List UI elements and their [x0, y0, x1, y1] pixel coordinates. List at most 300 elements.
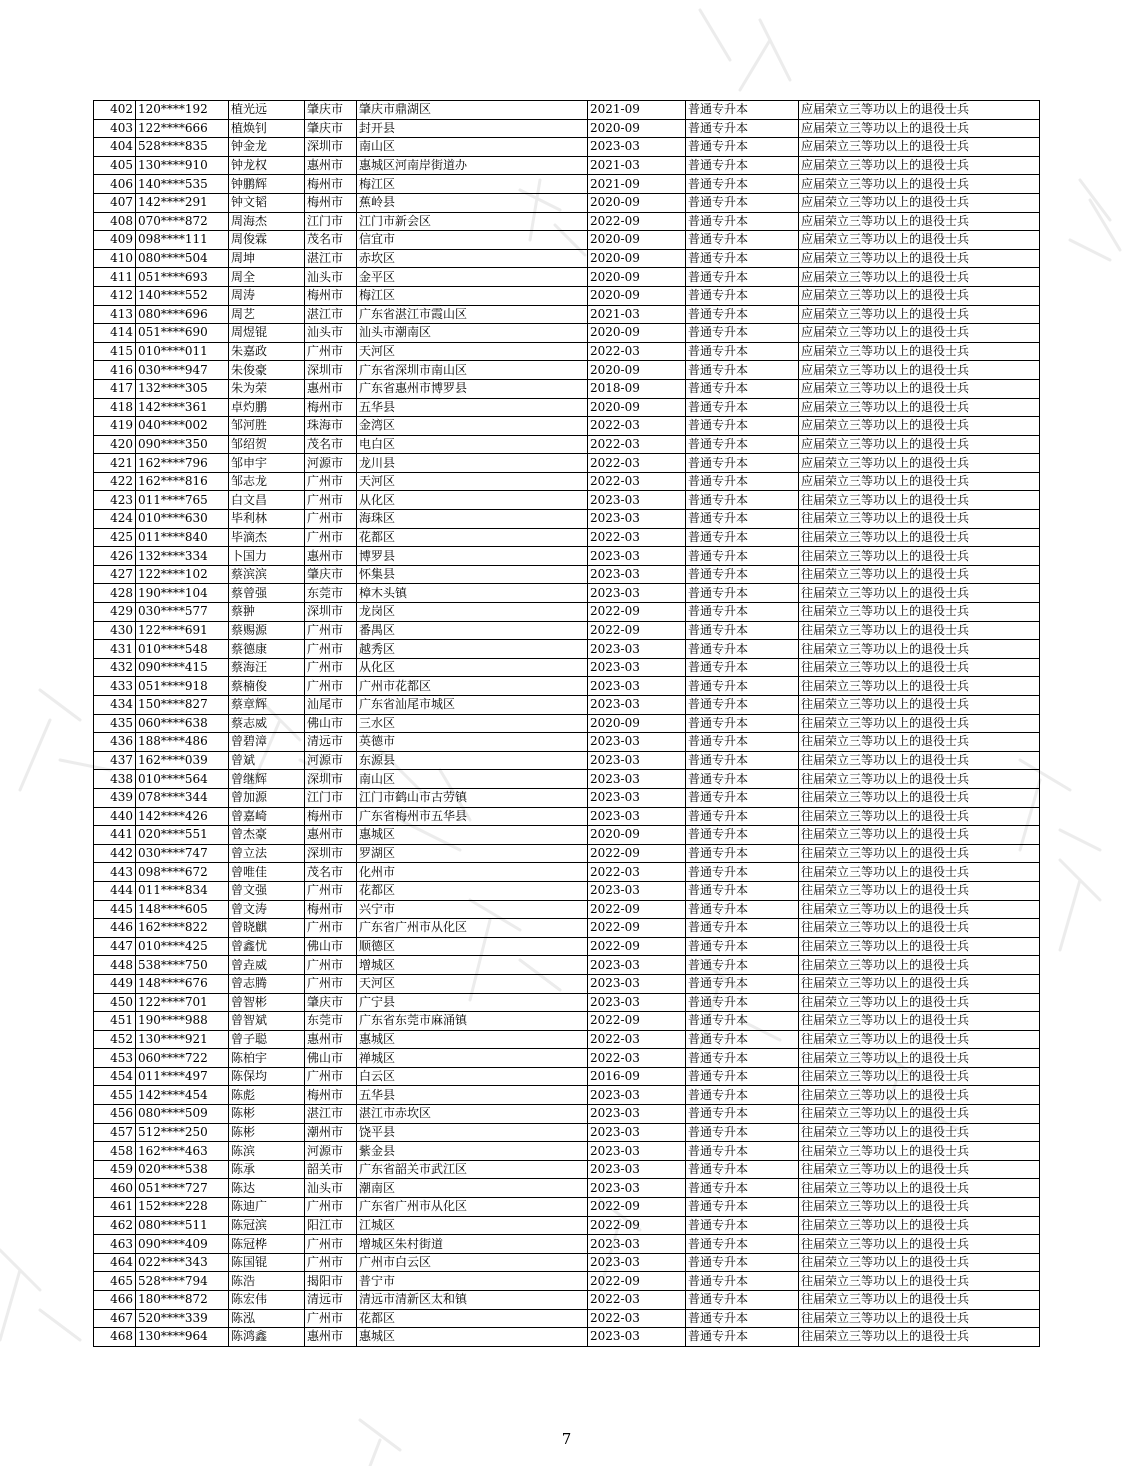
- row-number-cell: 405: [94, 156, 136, 175]
- date-cell: 2020-09: [588, 714, 686, 733]
- category-cell: 往届荣立三等功以上的退役士兵: [799, 510, 1040, 529]
- candidate-id-cell: 150****827: [136, 696, 229, 715]
- address-cell: 潮南区: [357, 1179, 588, 1198]
- candidate-id-cell: 090****350: [136, 435, 229, 454]
- date-cell: 2022-09: [588, 212, 686, 231]
- date-cell: 2021-09: [588, 175, 686, 194]
- exam-type-cell: 普通专升本: [686, 1012, 799, 1031]
- candidate-id-cell: 010****425: [136, 937, 229, 956]
- row-number-cell: 433: [94, 677, 136, 696]
- date-cell: 2021-09: [588, 101, 686, 120]
- candidate-id-cell: 040****002: [136, 417, 229, 436]
- table-row: [94, 156, 1040, 175]
- category-cell: 往届荣立三等功以上的退役士兵: [799, 993, 1040, 1012]
- category-cell: 往届荣立三等功以上的退役士兵: [799, 1030, 1040, 1049]
- candidate-id-cell: 162****796: [136, 454, 229, 473]
- address-cell: 东源县: [357, 751, 588, 770]
- table-row: [94, 1235, 1040, 1254]
- candidate-id-cell: 010****548: [136, 640, 229, 659]
- exam-type-cell: 普通专升本: [686, 101, 799, 120]
- candidate-id-cell: 528****794: [136, 1272, 229, 1291]
- exam-type-cell: 普通专升本: [686, 1309, 799, 1328]
- address-cell: 龙岗区: [357, 603, 588, 622]
- row-number-cell: 418: [94, 398, 136, 417]
- candidate-id-cell: 078****344: [136, 788, 229, 807]
- candidate-id-cell: 148****605: [136, 900, 229, 919]
- table-row: [94, 1309, 1040, 1328]
- candidate-id-cell: 090****415: [136, 658, 229, 677]
- city-cell: 湛江市: [305, 1105, 357, 1124]
- address-cell: 广宁县: [357, 993, 588, 1012]
- row-number-cell: 403: [94, 119, 136, 138]
- address-cell: 广东省东莞市麻涌镇: [357, 1012, 588, 1031]
- row-number-cell: 438: [94, 770, 136, 789]
- address-cell: 封开县: [357, 119, 588, 138]
- city-cell: 惠州市: [305, 826, 357, 845]
- city-cell: 深圳市: [305, 138, 357, 157]
- row-number-cell: 459: [94, 1160, 136, 1179]
- row-number-cell: 460: [94, 1179, 136, 1198]
- row-number-cell: 442: [94, 844, 136, 863]
- table-row: [94, 454, 1040, 473]
- city-cell: 广州市: [305, 1253, 357, 1272]
- city-cell: 惠州市: [305, 1030, 357, 1049]
- candidate-id-cell: 520****339: [136, 1309, 229, 1328]
- category-cell: 往届荣立三等功以上的退役士兵: [799, 677, 1040, 696]
- address-cell: 天河区: [357, 974, 588, 993]
- row-number-cell: 404: [94, 138, 136, 157]
- address-cell: 三水区: [357, 714, 588, 733]
- exam-type-cell: 普通专升本: [686, 1253, 799, 1272]
- name-cell: 钟龙权: [229, 156, 305, 175]
- admission-list-table: [93, 100, 1040, 1347]
- exam-type-cell: 普通专升本: [686, 1235, 799, 1254]
- city-cell: 珠海市: [305, 417, 357, 436]
- date-cell: 2023-03: [588, 733, 686, 752]
- exam-type-cell: 普通专升本: [686, 937, 799, 956]
- name-cell: 朱俊豪: [229, 361, 305, 380]
- candidate-id-cell: 090****409: [136, 1235, 229, 1254]
- name-cell: 陈彬: [229, 1123, 305, 1142]
- table-row: [94, 286, 1040, 305]
- date-cell: 2020-09: [588, 268, 686, 287]
- name-cell: 曾志腾: [229, 974, 305, 993]
- address-cell: 广东省韶关市武江区: [357, 1160, 588, 1179]
- date-cell: 2023-03: [588, 1328, 686, 1347]
- date-cell: 2022-09: [588, 937, 686, 956]
- date-cell: 2023-03: [588, 881, 686, 900]
- city-cell: 梅州市: [305, 807, 357, 826]
- table-row: [94, 863, 1040, 882]
- category-cell: 应届荣立三等功以上的退役士兵: [799, 212, 1040, 231]
- address-cell: 罗湖区: [357, 844, 588, 863]
- category-cell: 应届荣立三等功以上的退役士兵: [799, 286, 1040, 305]
- exam-type-cell: 普通专升本: [686, 603, 799, 622]
- table-row: [94, 101, 1040, 120]
- exam-type-cell: 普通专升本: [686, 1216, 799, 1235]
- name-cell: 陈承: [229, 1160, 305, 1179]
- city-cell: 广州市: [305, 472, 357, 491]
- table-row: [94, 1030, 1040, 1049]
- candidate-id-cell: 022****343: [136, 1253, 229, 1272]
- name-cell: 白文昌: [229, 491, 305, 510]
- table-row: [94, 435, 1040, 454]
- candidate-id-cell: 512****250: [136, 1123, 229, 1142]
- name-cell: 陈迪广: [229, 1198, 305, 1217]
- name-cell: 蔡滨滨: [229, 565, 305, 584]
- city-cell: 河源市: [305, 751, 357, 770]
- city-cell: 佛山市: [305, 1049, 357, 1068]
- address-cell: 江门市鹤山市古劳镇: [357, 788, 588, 807]
- candidate-id-cell: 080****509: [136, 1105, 229, 1124]
- city-cell: 佛山市: [305, 937, 357, 956]
- date-cell: 2023-03: [588, 1179, 686, 1198]
- table-row: [94, 1123, 1040, 1142]
- row-number-cell: 448: [94, 956, 136, 975]
- city-cell: 河源市: [305, 1142, 357, 1161]
- candidate-id-cell: 142****291: [136, 193, 229, 212]
- date-cell: 2020-09: [588, 231, 686, 250]
- date-cell: 2022-09: [588, 1198, 686, 1217]
- date-cell: 2023-03: [588, 956, 686, 975]
- row-number-cell: 421: [94, 454, 136, 473]
- table-row: [94, 919, 1040, 938]
- candidate-id-cell: 122****691: [136, 621, 229, 640]
- city-cell: 汕尾市: [305, 696, 357, 715]
- name-cell: 蔡海汪: [229, 658, 305, 677]
- table-row: [94, 510, 1040, 529]
- name-cell: 陈彬: [229, 1105, 305, 1124]
- city-cell: 广州市: [305, 881, 357, 900]
- candidate-id-cell: 060****722: [136, 1049, 229, 1068]
- candidate-id-cell: 020****551: [136, 826, 229, 845]
- date-cell: 2023-03: [588, 807, 686, 826]
- date-cell: 2023-03: [588, 770, 686, 789]
- date-cell: 2020-09: [588, 193, 686, 212]
- name-cell: 曾唯佳: [229, 863, 305, 882]
- category-cell: 往届荣立三等功以上的退役士兵: [799, 1309, 1040, 1328]
- row-number-cell: 415: [94, 342, 136, 361]
- category-cell: 往届荣立三等功以上的退役士兵: [799, 881, 1040, 900]
- table-row: [94, 640, 1040, 659]
- name-cell: 曾文强: [229, 881, 305, 900]
- candidate-id-cell: 132****334: [136, 547, 229, 566]
- candidate-id-cell: 538****750: [136, 956, 229, 975]
- table-row: [94, 212, 1040, 231]
- row-number-cell: 464: [94, 1253, 136, 1272]
- date-cell: 2022-03: [588, 454, 686, 473]
- exam-type-cell: 普通专升本: [686, 1030, 799, 1049]
- candidate-id-cell: 020****538: [136, 1160, 229, 1179]
- table-row: [94, 324, 1040, 343]
- row-number-cell: 443: [94, 863, 136, 882]
- name-cell: 曾智斌: [229, 1012, 305, 1031]
- row-number-cell: 430: [94, 621, 136, 640]
- candidate-id-cell: 080****511: [136, 1216, 229, 1235]
- category-cell: 应届荣立三等功以上的退役士兵: [799, 454, 1040, 473]
- name-cell: 曾嘉崎: [229, 807, 305, 826]
- name-cell: 周煜锟: [229, 324, 305, 343]
- row-number-cell: 426: [94, 547, 136, 566]
- address-cell: 五华县: [357, 398, 588, 417]
- row-number-cell: 458: [94, 1142, 136, 1161]
- category-cell: 应届荣立三等功以上的退役士兵: [799, 193, 1040, 212]
- category-cell: 往届荣立三等功以上的退役士兵: [799, 770, 1040, 789]
- exam-type-cell: 普通专升本: [686, 565, 799, 584]
- category-cell: 往届荣立三等功以上的退役士兵: [799, 1198, 1040, 1217]
- exam-type-cell: 普通专升本: [686, 956, 799, 975]
- name-cell: 蔡曾强: [229, 584, 305, 603]
- name-cell: 陈国锟: [229, 1253, 305, 1272]
- address-cell: 南山区: [357, 770, 588, 789]
- table-row: [94, 565, 1040, 584]
- row-number-cell: 420: [94, 435, 136, 454]
- date-cell: 2023-03: [588, 993, 686, 1012]
- name-cell: 毕利林: [229, 510, 305, 529]
- city-cell: 惠州市: [305, 156, 357, 175]
- date-cell: 2023-03: [588, 1253, 686, 1272]
- city-cell: 广州市: [305, 621, 357, 640]
- name-cell: 钟鹏辉: [229, 175, 305, 194]
- address-cell: 广东省汕尾市城区: [357, 696, 588, 715]
- name-cell: 卜国力: [229, 547, 305, 566]
- address-cell: 汕头市潮南区: [357, 324, 588, 343]
- category-cell: 往届荣立三等功以上的退役士兵: [799, 1142, 1040, 1161]
- table-row: [94, 379, 1040, 398]
- date-cell: 2023-03: [588, 640, 686, 659]
- candidate-id-cell: 130****964: [136, 1328, 229, 1347]
- table-row: [94, 956, 1040, 975]
- date-cell: 2020-09: [588, 119, 686, 138]
- name-cell: 陈宏伟: [229, 1291, 305, 1310]
- table-row: [94, 1272, 1040, 1291]
- table-row: [94, 974, 1040, 993]
- date-cell: 2022-09: [588, 1012, 686, 1031]
- exam-type-cell: 普通专升本: [686, 547, 799, 566]
- exam-type-cell: 普通专升本: [686, 844, 799, 863]
- exam-type-cell: 普通专升本: [686, 1105, 799, 1124]
- row-number-cell: 456: [94, 1105, 136, 1124]
- table-row: [94, 1142, 1040, 1161]
- category-cell: 应届荣立三等功以上的退役士兵: [799, 361, 1040, 380]
- address-cell: 从化区: [357, 491, 588, 510]
- table-row: [94, 1216, 1040, 1235]
- exam-type-cell: 普通专升本: [686, 231, 799, 250]
- city-cell: 广州市: [305, 640, 357, 659]
- category-cell: 应届荣立三等功以上的退役士兵: [799, 305, 1040, 324]
- category-cell: 应届荣立三等功以上的退役士兵: [799, 175, 1040, 194]
- category-cell: 往届荣立三等功以上的退役士兵: [799, 863, 1040, 882]
- row-number-cell: 446: [94, 919, 136, 938]
- row-number-cell: 412: [94, 286, 136, 305]
- name-cell: 曾晓麒: [229, 919, 305, 938]
- date-cell: 2022-09: [588, 621, 686, 640]
- row-number-cell: 406: [94, 175, 136, 194]
- table-row: [94, 119, 1040, 138]
- category-cell: 往届荣立三等功以上的退役士兵: [799, 547, 1040, 566]
- city-cell: 清远市: [305, 1291, 357, 1310]
- category-cell: 往届荣立三等功以上的退役士兵: [799, 826, 1040, 845]
- name-cell: 钟文韬: [229, 193, 305, 212]
- table-row: [94, 751, 1040, 770]
- address-cell: 番禺区: [357, 621, 588, 640]
- city-cell: 广州市: [305, 510, 357, 529]
- name-cell: 蔡德康: [229, 640, 305, 659]
- date-cell: 2023-03: [588, 1123, 686, 1142]
- date-cell: 2022-09: [588, 919, 686, 938]
- date-cell: 2020-09: [588, 324, 686, 343]
- candidate-id-cell: 011****840: [136, 528, 229, 547]
- row-number-cell: 444: [94, 881, 136, 900]
- category-cell: 应届荣立三等功以上的退役士兵: [799, 138, 1040, 157]
- exam-type-cell: 普通专升本: [686, 342, 799, 361]
- row-number-cell: 465: [94, 1272, 136, 1291]
- exam-type-cell: 普通专升本: [686, 974, 799, 993]
- candidate-id-cell: 011****834: [136, 881, 229, 900]
- row-number-cell: 422: [94, 472, 136, 491]
- row-number-cell: 407: [94, 193, 136, 212]
- category-cell: 应届荣立三等功以上的退役士兵: [799, 156, 1040, 175]
- category-cell: 往届荣立三等功以上的退役士兵: [799, 658, 1040, 677]
- city-cell: 广州市: [305, 1309, 357, 1328]
- table-row: [94, 547, 1040, 566]
- table-row: [94, 658, 1040, 677]
- table-row: [94, 788, 1040, 807]
- row-number-cell: 424: [94, 510, 136, 529]
- address-cell: 惠城区: [357, 1030, 588, 1049]
- candidate-id-cell: 122****701: [136, 993, 229, 1012]
- table-row: [94, 584, 1040, 603]
- table-row: [94, 826, 1040, 845]
- row-number-cell: 454: [94, 1067, 136, 1086]
- category-cell: 应届荣立三等功以上的退役士兵: [799, 119, 1040, 138]
- row-number-cell: 413: [94, 305, 136, 324]
- table-row: [94, 398, 1040, 417]
- address-cell: 南山区: [357, 138, 588, 157]
- city-cell: 湛江市: [305, 249, 357, 268]
- city-cell: 揭阳市: [305, 1272, 357, 1291]
- row-number-cell: 417: [94, 379, 136, 398]
- row-number-cell: 467: [94, 1309, 136, 1328]
- address-cell: 花都区: [357, 881, 588, 900]
- date-cell: 2016-09: [588, 1067, 686, 1086]
- exam-type-cell: 普通专升本: [686, 138, 799, 157]
- exam-type-cell: 普通专升本: [686, 454, 799, 473]
- category-cell: 往届荣立三等功以上的退役士兵: [799, 956, 1040, 975]
- row-number-cell: 455: [94, 1086, 136, 1105]
- address-cell: 天河区: [357, 472, 588, 491]
- category-cell: 应届荣立三等功以上的退役士兵: [799, 342, 1040, 361]
- category-cell: 往届荣立三等功以上的退役士兵: [799, 974, 1040, 993]
- candidate-id-cell: 051****690: [136, 324, 229, 343]
- category-cell: 往届荣立三等功以上的退役士兵: [799, 900, 1040, 919]
- exam-type-cell: 普通专升本: [686, 268, 799, 287]
- city-cell: 湛江市: [305, 305, 357, 324]
- category-cell: 往届荣立三等功以上的退役士兵: [799, 1123, 1040, 1142]
- date-cell: 2020-09: [588, 361, 686, 380]
- table-row: [94, 993, 1040, 1012]
- row-number-cell: 449: [94, 974, 136, 993]
- address-cell: 清远市清新区太和镇: [357, 1291, 588, 1310]
- city-cell: 茂名市: [305, 435, 357, 454]
- table-row: [94, 417, 1040, 436]
- row-number-cell: 441: [94, 826, 136, 845]
- candidate-id-cell: 142****426: [136, 807, 229, 826]
- city-cell: 梅州市: [305, 193, 357, 212]
- exam-type-cell: 普通专升本: [686, 1142, 799, 1161]
- date-cell: 2022-03: [588, 435, 686, 454]
- name-cell: 陈柏宇: [229, 1049, 305, 1068]
- date-cell: 2023-03: [588, 1105, 686, 1124]
- date-cell: 2023-03: [588, 677, 686, 696]
- category-cell: 往届荣立三等功以上的退役士兵: [799, 788, 1040, 807]
- row-number-cell: 445: [94, 900, 136, 919]
- exam-type-cell: 普通专升本: [686, 788, 799, 807]
- address-cell: 广东省惠州市博罗县: [357, 379, 588, 398]
- candidate-id-cell: 011****497: [136, 1067, 229, 1086]
- row-number-cell: 423: [94, 491, 136, 510]
- city-cell: 惠州市: [305, 379, 357, 398]
- name-cell: 邹志龙: [229, 472, 305, 491]
- table-row: [94, 1105, 1040, 1124]
- table-row: [94, 175, 1040, 194]
- city-cell: 茂名市: [305, 231, 357, 250]
- category-cell: 应届荣立三等功以上的退役士兵: [799, 398, 1040, 417]
- category-cell: 往届荣立三等功以上的退役士兵: [799, 1086, 1040, 1105]
- city-cell: 江门市: [305, 788, 357, 807]
- category-cell: 应届荣立三等功以上的退役士兵: [799, 472, 1040, 491]
- city-cell: 广州市: [305, 956, 357, 975]
- exam-type-cell: 普通专升本: [686, 733, 799, 752]
- category-cell: 往届荣立三等功以上的退役士兵: [799, 1067, 1040, 1086]
- exam-type-cell: 普通专升本: [686, 1328, 799, 1347]
- category-cell: 应届荣立三等功以上的退役士兵: [799, 268, 1040, 287]
- name-cell: 曾文涛: [229, 900, 305, 919]
- name-cell: 蔡楠俊: [229, 677, 305, 696]
- category-cell: 往届荣立三等功以上的退役士兵: [799, 584, 1040, 603]
- name-cell: 曾立法: [229, 844, 305, 863]
- category-cell: 往届荣立三等功以上的退役士兵: [799, 1253, 1040, 1272]
- exam-type-cell: 普通专升本: [686, 863, 799, 882]
- candidate-id-cell: 122****666: [136, 119, 229, 138]
- address-cell: 湛江市赤坎区: [357, 1105, 588, 1124]
- exam-type-cell: 普通专升本: [686, 361, 799, 380]
- category-cell: 往届荣立三等功以上的退役士兵: [799, 621, 1040, 640]
- address-cell: 博罗县: [357, 547, 588, 566]
- exam-type-cell: 普通专升本: [686, 249, 799, 268]
- city-cell: 梅州市: [305, 900, 357, 919]
- table-row: [94, 1198, 1040, 1217]
- city-cell: 深圳市: [305, 770, 357, 789]
- candidate-id-cell: 140****552: [136, 286, 229, 305]
- exam-type-cell: 普通专升本: [686, 807, 799, 826]
- exam-type-cell: 普通专升本: [686, 1160, 799, 1179]
- category-cell: 往届荣立三等功以上的退役士兵: [799, 733, 1040, 752]
- date-cell: 2022-03: [588, 417, 686, 436]
- date-cell: 2020-09: [588, 249, 686, 268]
- row-number-cell: 437: [94, 751, 136, 770]
- address-cell: 顺德区: [357, 937, 588, 956]
- exam-type-cell: 普通专升本: [686, 286, 799, 305]
- table-row: [94, 807, 1040, 826]
- date-cell: 2022-09: [588, 1272, 686, 1291]
- exam-type-cell: 普通专升本: [686, 491, 799, 510]
- name-cell: 蔡章辉: [229, 696, 305, 715]
- city-cell: 深圳市: [305, 361, 357, 380]
- date-cell: 2023-03: [588, 565, 686, 584]
- table-row: [94, 193, 1040, 212]
- exam-type-cell: 普通专升本: [686, 1198, 799, 1217]
